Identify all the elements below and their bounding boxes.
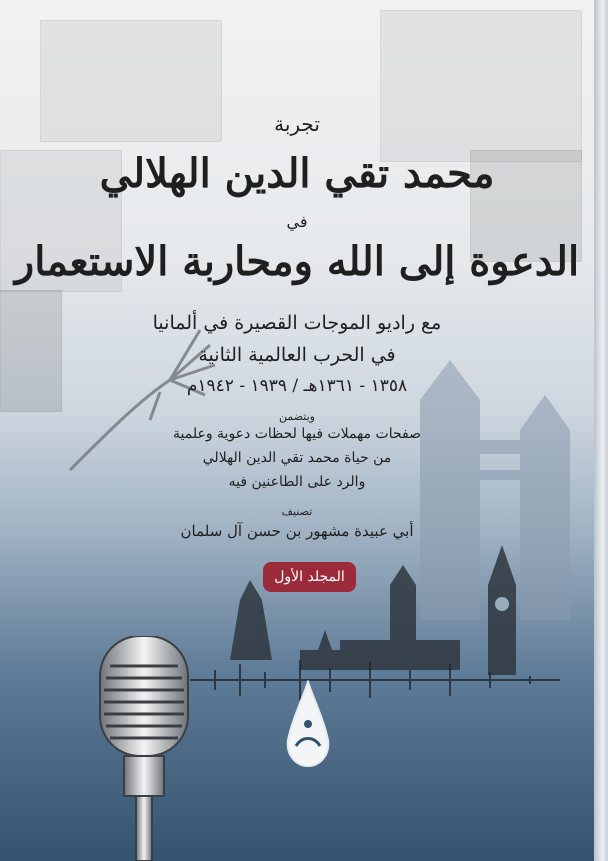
compiler-name: أبي عبيدة مشهور بن حسن آل سلمان bbox=[180, 522, 414, 540]
author-title: محمد تقي الدين الهلالي bbox=[99, 150, 495, 197]
title-top: تجربة bbox=[274, 112, 320, 136]
contains-line2: من حياة محمد تقي الدين الهلالي bbox=[202, 450, 392, 466]
subtitle-line2: في الحرب العالمية الثانية bbox=[198, 344, 396, 366]
dates: ١٣٥٨ - ١٣٦١هـ / ١٩٣٩ - ١٩٤٢م bbox=[186, 376, 408, 396]
contains-label: ويتضمن bbox=[279, 410, 315, 423]
main-title: الدعوة إلى الله ومحاربة الاستعمار bbox=[14, 238, 580, 285]
publisher-logo-icon bbox=[282, 680, 334, 770]
contains-line3: والرد على الطاعنين فيه bbox=[228, 474, 366, 490]
microphone-icon bbox=[96, 636, 192, 861]
connector: في bbox=[286, 212, 308, 231]
subtitle-line1: مع راديو الموجات القصيرة في ألمانيا bbox=[152, 312, 442, 334]
compiled-by-label: تصنيف bbox=[281, 505, 313, 518]
contains-line1: صفحات مهملات فيها لحظات دعوية وعلمية bbox=[173, 426, 421, 442]
book-spine-edge bbox=[594, 0, 608, 861]
volume-badge: المجلد الأول bbox=[263, 562, 356, 592]
